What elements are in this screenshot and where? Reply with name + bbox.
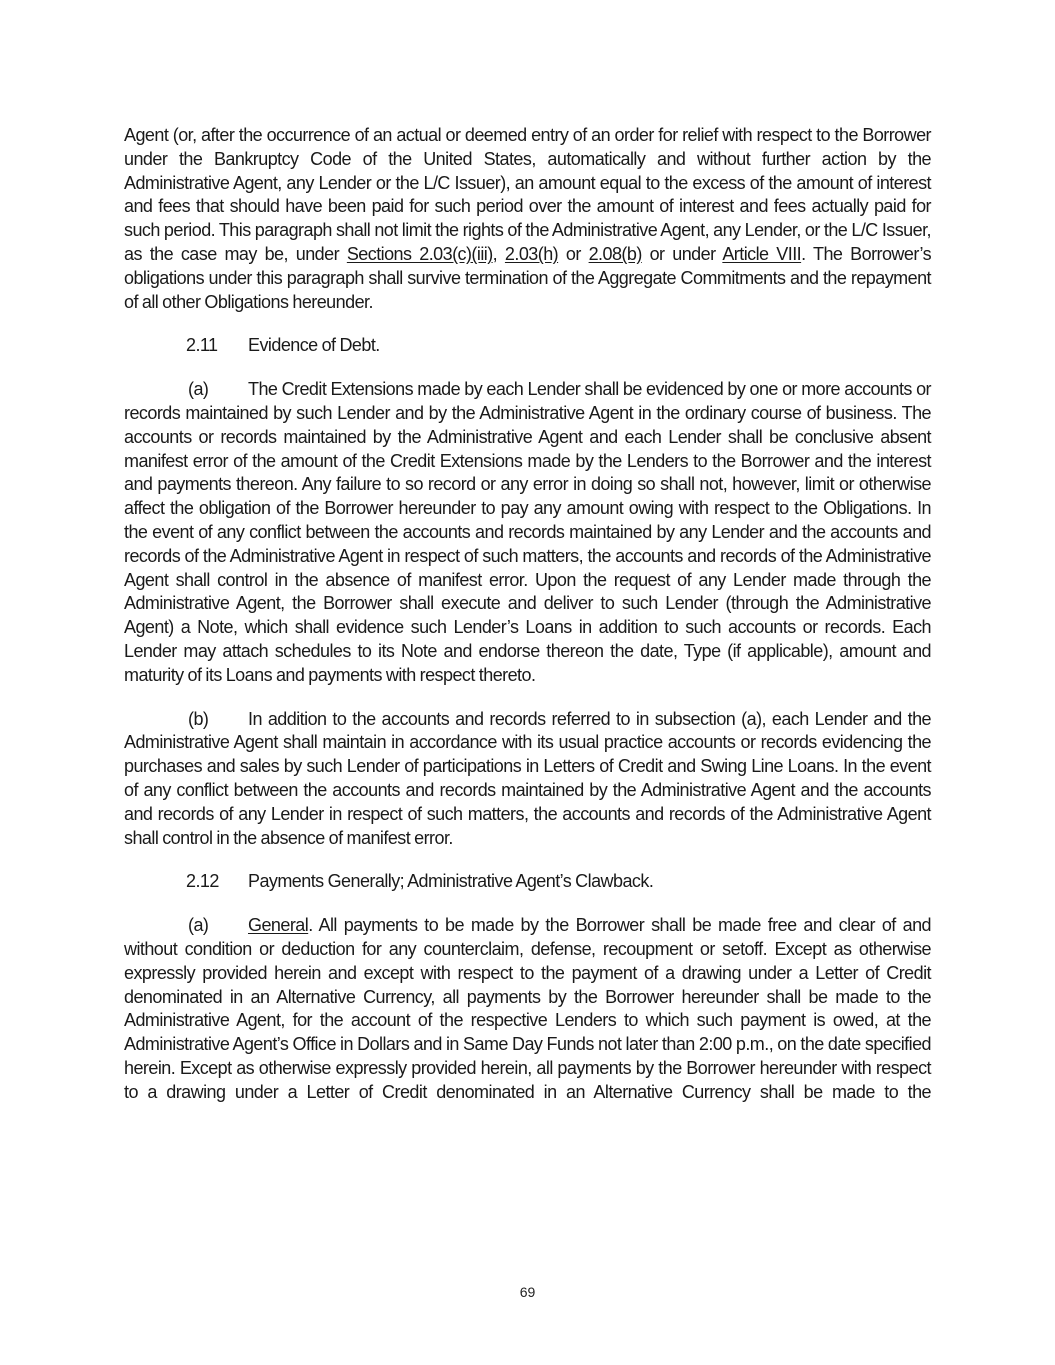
intro-paragraph bbox=[124, 124, 931, 314]
section-reference-link: Sections 2.03(c)(iii) bbox=[346, 243, 493, 264]
section-heading-2-12 bbox=[124, 870, 931, 894]
page-number: 69 bbox=[519, 1284, 536, 1300]
subsection-text: . All payments to be made by the Borrower shall be made free and clear of and without condition or deduction for any counterclaim, defense, recoupment or setoff. Except as otherwise expressly provided herein and except with respect to the payment of a drawing under a Letter of Credit denominated in an Alternative Currency, all payments by the Borrower hereunder shall be made to the Administrative Agent, for the account of the respective Lenders to which such payment is owed, at the Administrative Agent’s Office in Dollars and in Same Day Funds not later than 2:00 p.m., on the date specified herein. Except as otherwise expressly provided herein, all payments by the Borrower hereunder with respect to a drawing under a Letter of Credit denominated in an Alternative Currency shall be made to the bbox=[124, 915, 931, 1102]
subsection-label: (a) bbox=[188, 379, 209, 400]
section-title: Payments Generally; Administrative Agent’s Clawback. bbox=[248, 871, 654, 892]
separator-text: or under bbox=[641, 243, 723, 264]
subsection-2-11-a bbox=[124, 378, 931, 687]
section-reference-link: 2.08(b) bbox=[588, 243, 642, 264]
subsection-text: The Credit Extensions made by each Lender shall be evidenced by one or more accounts or records maintained by such Lender and by the Administrative Agent in the ordinary course of business. The accounts or records maintained by the Administrative Agent and each Lender shall be conclusive absent manifest error of the amount of the Credit Extensions made by the Lenders to the Borrower and the interest and payments thereon. Any failure to so record or any error in doing so shall not, however, limit or otherwise affect the obligation of the Borrower hereunder to pay any amount owing with respect to the Obligations. In the event of any conflict between the accounts and records maintained by any Lender and the accounts and records of the Administrative Agent in respect of such matters, the accounts and records of the Administrative Agent shall control in the absence of manifest error. Upon the request of any Lender made through the Administrative Agent, the Borrower shall execute and deliver to such Lender (through the Administrative Agent) a Note, which shall evidence such Lender’s Loans in addition to such accounts or records. Each Lender may attach schedules to its Note and endorse thereon the date, Type (if applicable), amount and maturity of its Loans and payments with respect thereto. bbox=[124, 379, 931, 685]
paragraph-text: Agent (or, after the occurrence of an actual or deemed entry of an order for relief with respect to the Borrower under the Bankruptcy Code of the United States, automatically and without further action by the Administrative Agent, any Lender or the L/C Issuer), an amount equal to the excess of the amount of interest and fees that should have been paid for such period over the amount of interest and fees actually paid for such period. This paragraph shall not limit the rights of the Administrative Agent, any Lender, or the L/C Issuer, as the case may be, under bbox=[124, 125, 931, 264]
paragraph-text: . The Borrower’s obligations under this paragraph shall survive termination of the Aggregate Commitments and the repayment of all other Obligations hereunder. bbox=[124, 243, 932, 312]
section-heading-2-11 bbox=[124, 334, 931, 358]
section-reference-link: 2.03(h) bbox=[504, 243, 559, 264]
separator-text: , bbox=[492, 243, 505, 264]
document-page bbox=[124, 124, 931, 1104]
section-number: 2.12 bbox=[186, 871, 219, 892]
subsection-label: (b) bbox=[188, 708, 209, 729]
section-title: Evidence of Debt. bbox=[248, 335, 380, 356]
subsection-2-11-b bbox=[124, 708, 931, 851]
separator-text: or bbox=[558, 243, 589, 264]
section-number: 2.11 bbox=[186, 335, 218, 356]
subsection-2-12-a bbox=[124, 914, 931, 1104]
subsection-label: (a) bbox=[188, 915, 209, 936]
subsection-caption: General bbox=[248, 915, 309, 936]
subsection-text: In addition to the accounts and records referred to in subsection (a), each Lender and the Administrative Agent shall maintain in accordance with its usual practice accounts or records evidencing the purchases and sales by such Lender of participations in Letters of Credit and Swing Line Loans. In the event of any conflict between the accounts and records maintained by the Administrative Agent and the accounts and records of any Lender in respect of such matters, the accounts and records of the Administrative Agent shall control in the absence of manifest error. bbox=[124, 708, 931, 848]
article-reference-link: Article VIII bbox=[722, 243, 802, 264]
